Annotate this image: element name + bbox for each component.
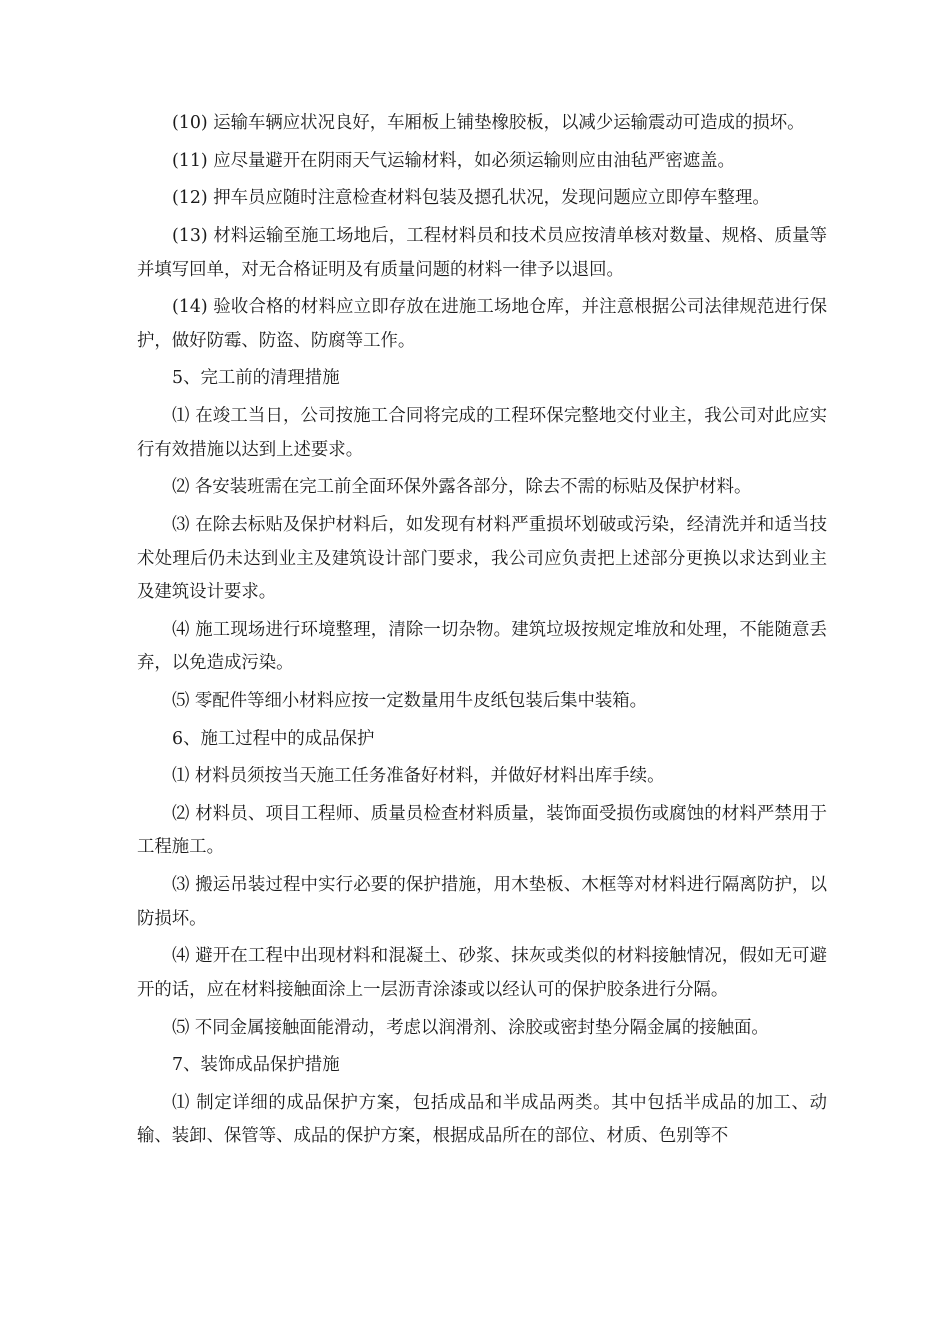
section-heading-5: 5、完工前的清理措施 bbox=[172, 368, 340, 389]
paragraph-5-5: ⑸ 零配件等细小材料应按一定数量用牛皮纸包装后集中装箱。 bbox=[172, 690, 648, 711]
paragraph-5-2: ⑵ 各安装班需在完工前全面环保外露各部分，除去不需的标贴及保护材料。 bbox=[172, 477, 752, 498]
paragraph-6-4: ⑷ 避开在工程中出现材料和混凝土、砂浆、抹灰或类似的材料接触情况，假如无可避开的话，应在材料接触面涂上一层沥青涂漆或以经认可的保护胶条进行分隔。 bbox=[137, 946, 827, 1000]
paragraph-5-1: ⑴ 在竣工当日，公司按施工合同将完成的工程环保完整地交付业主，我公司对此应实行有效措施以达到上述要求。 bbox=[137, 406, 827, 460]
paragraph-item-13: (13) 材料运输至施工场地后，工程材料员和技术员应按清单核对数量、规格、质量等并填写回单，对无合格证明及有质量问题的材料一律予以退回。 bbox=[137, 226, 827, 280]
section-heading-6: 6、施工过程中的成品保护 bbox=[172, 728, 375, 749]
section-heading-7: 7、装饰成品保护措施 bbox=[172, 1055, 340, 1076]
document-body bbox=[137, 107, 827, 1158]
paragraph-6-1: ⑴ 材料员须按当天施工任务准备好材料，并做好材料出库手续。 bbox=[172, 766, 665, 787]
paragraph-7-1: ⑴ 制定详细的成品保护方案，包括成品和半成品两类。其中包括半成品的加工、动输、装卸、保管等、成品的保护方案，根据成品所在的部位、材质、色别等不 bbox=[137, 1092, 827, 1147]
paragraph-5-4: ⑷ 施工现场进行环境整理，清除一切杂物。建筑垃圾按规定堆放和处理，不能随意丢弃，以免造成污染。 bbox=[137, 619, 827, 674]
paragraph-item-12: (12) 押车员应随时注意检查材料包装及摁孔状况，发现问题应立即停车整理。 bbox=[172, 188, 770, 209]
paragraph-item-14: (14) 验收合格的材料应立即存放在进施工场地仓库，并注意根据公司法律规范进行保护，做好防霉、防盗、防腐等工作。 bbox=[137, 297, 827, 351]
paragraph-item-10: (10) 运输车辆应状况良好，车厢板上铺垫橡胶板，以减少运输震动可造成的损坏。 bbox=[172, 113, 805, 133]
paragraph-5-3: ⑶ 在除去标贴及保护材料后，如发现有材料严重损坏划破或污染，经清洗并和适当技术处理后仍未达到业主及建筑设计部门要求，我公司应负责把上述部分更换以求达到业主及建筑设计要求。 bbox=[137, 515, 827, 602]
paragraph-6-3: ⑶ 搬运吊装过程中实行必要的保护措施，用木垫板、木框等对材料进行隔离防护，以防损坏。 bbox=[137, 875, 827, 929]
paragraph-6-2: ⑵ 材料员、项目工程师、质量员检查材料质量，装饰面受损伤或腐蚀的材料严禁用于工程施工。 bbox=[137, 803, 827, 858]
paragraph-6-5: ⑸ 不同金属接触面能滑动，考虑以润滑剂、涂胶或密封垫分隔金属的接触面。 bbox=[172, 1017, 769, 1038]
paragraph-item-11: (11) 应尽量避开在阴雨天气运输材料，如必须运输则应由油毡严密遮盖。 bbox=[172, 150, 735, 171]
